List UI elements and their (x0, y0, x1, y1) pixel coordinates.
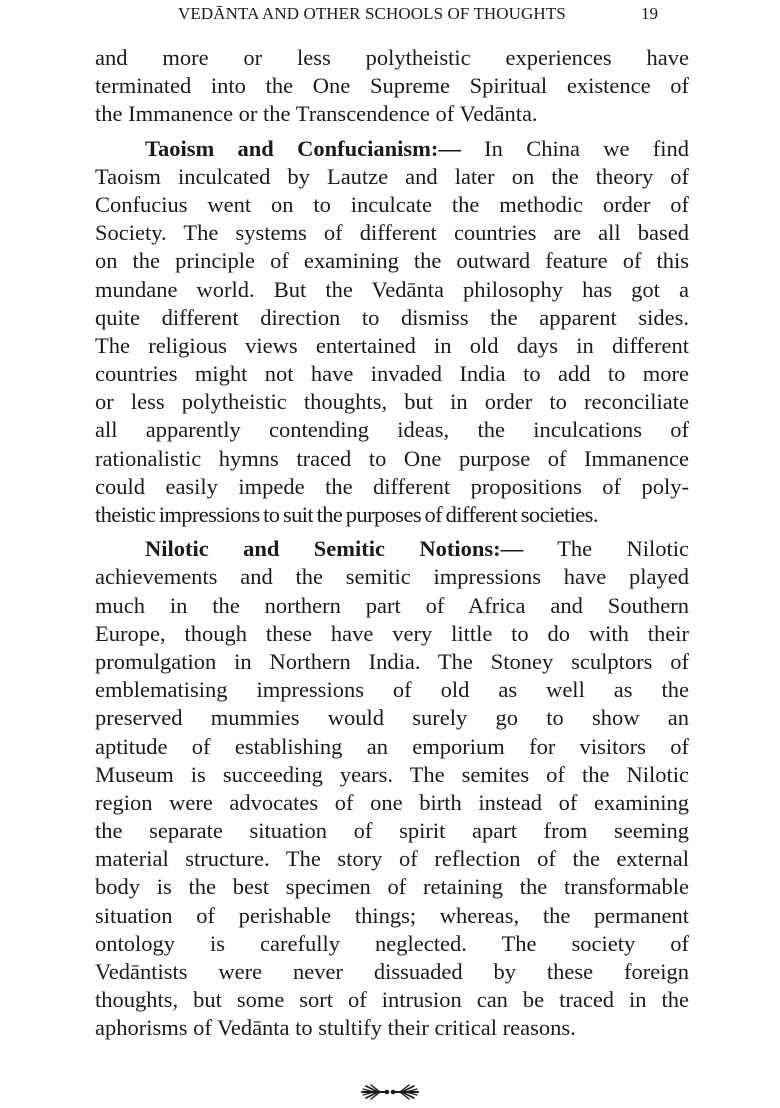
text-line: the Immanence or the Transcendence of Vedānta. (95, 101, 538, 127)
text-line: achievements and the semitic impressions have played (95, 564, 689, 590)
text-line-with-heading (95, 135, 689, 163)
section-heading-taoism: Taoism and Confucianism:— (145, 135, 461, 161)
text-line: quite different direction to dismiss the apparent sides. (95, 304, 689, 330)
text-line: Vedāntists were never dissuaded by these foreign (95, 959, 689, 984)
text-line: theistic impressions to suit the purposes of different societies. (95, 502, 598, 527)
text-line: rationalistic hymns traced to One purpose of Immanence (95, 445, 689, 471)
text-line: terminated into the One Supreme Spiritual existence of (95, 73, 689, 99)
text-line: Society. The systems of different countries are all based (95, 220, 689, 246)
text-line: all apparently contending ideas, the inculcations of (95, 417, 689, 443)
text-line: on the principle of examining the outward feature of this (95, 248, 689, 274)
text-line: Taoism inculcated by Lautze and later on the theory of (95, 163, 689, 189)
text-line: ontology is carefully neglected. The society of (95, 930, 689, 956)
heading-line-rest: In China we find (484, 135, 690, 161)
running-head-title: VEDĀNTA AND OTHER SCHOOLS OF THOUGHTS (178, 4, 566, 23)
text-line: mundane world. But the Vedānta philosophy has got a (95, 276, 689, 302)
text-line: emblematising impressions of old as well as the (95, 677, 689, 703)
section-heading-nilotic: Nilotic and Semitic Notions:— (145, 536, 524, 562)
text-line: Europe, though these have very little to do with their (95, 620, 689, 646)
text-line: and more or less polytheistic experiences have (95, 45, 689, 70)
text-line: countries might not have invaded India to add to more (95, 361, 689, 387)
text-line: Museum is succeeding years. The semites of the Nilotic (95, 761, 689, 787)
fleuron-ornament-icon (360, 1082, 420, 1102)
heading-line-rest: The Nilotic (557, 536, 689, 562)
page-number: 19 (641, 4, 658, 23)
text-line: the separate situation of spirit apart from seeming (95, 818, 689, 844)
text-line: could easily impede the different propositions of poly- (95, 473, 689, 499)
text-line: aptitude of establishing an emporium for visitors of (95, 733, 689, 759)
text-line: promulgation in Northern India. The Stoney sculptors of (95, 648, 689, 674)
paragraph-continuation (95, 44, 689, 129)
paragraph-taoism-confucianism (95, 135, 689, 530)
text-line: thoughts, but some sort of intrusion can be traced in the (95, 987, 689, 1013)
running-head (0, 4, 780, 26)
text-line-with-heading (95, 535, 689, 563)
text-line: preserved mummies would surely go to show an (95, 705, 689, 731)
text-line: aphorisms of Vedānta to stultify their critical reasons. (95, 1015, 576, 1041)
body-text (95, 44, 689, 1043)
text-line: body is the best specimen of retaining the transformable (95, 874, 689, 900)
paragraph-nilotic-semitic (95, 535, 689, 1042)
text-line: Confucius went on to inculcate the methodic order of (95, 191, 689, 217)
text-line: situation of perishable things; whereas, the permanent (95, 902, 689, 928)
text-line: much in the northern part of Africa and Southern (95, 592, 689, 618)
text-line: The religious views entertained in old days in different (95, 332, 689, 358)
text-line: material structure. The story of reflection of the external (95, 846, 689, 872)
text-line: region were advocates of one birth instead of examining (95, 789, 689, 815)
text-line: or less polytheistic thoughts, but in order to reconciliate (95, 389, 689, 415)
